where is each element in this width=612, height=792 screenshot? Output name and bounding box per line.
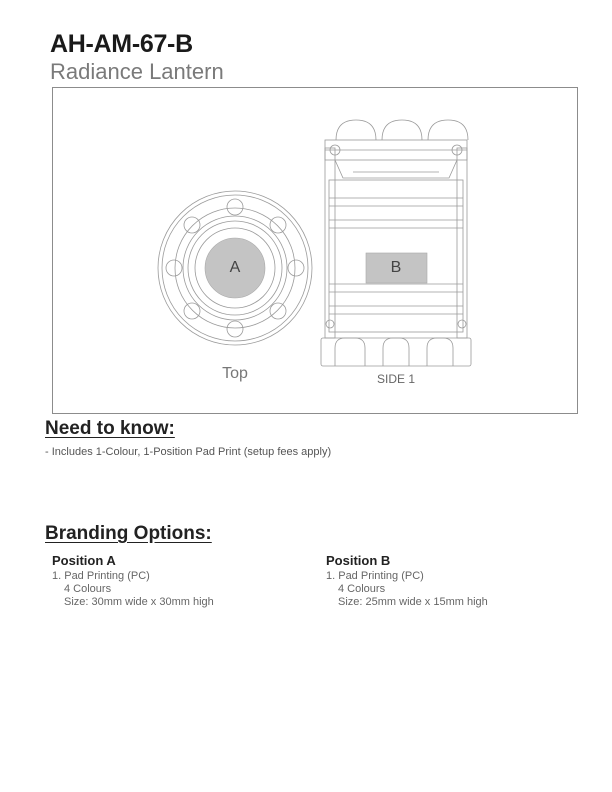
need-to-know-note: - Includes 1-Colour, 1-Position Pad Print (setup fees apply) bbox=[45, 446, 332, 458]
product-figure bbox=[52, 87, 578, 414]
position-a-size: Size: 30mm wide x 30mm high bbox=[64, 596, 214, 608]
need-to-know-heading: Need to know: bbox=[45, 418, 175, 439]
product-name: Radiance Lantern bbox=[50, 59, 224, 84]
print-area-a-label: A bbox=[229, 259, 241, 276]
position-b-block bbox=[326, 553, 488, 609]
side-base bbox=[321, 338, 471, 366]
print-area-b-label: B bbox=[390, 259, 402, 276]
position-a-colours: 4 Colours bbox=[64, 583, 112, 595]
position-b-title: Position B bbox=[326, 553, 391, 568]
position-a-method: 1. Pad Printing (PC) bbox=[52, 570, 150, 582]
position-a-block bbox=[52, 553, 214, 609]
view-top-label: Top bbox=[222, 365, 248, 382]
lantern-drawing bbox=[53, 88, 577, 413]
product-code: AH-AM-67-B bbox=[50, 30, 193, 58]
position-a-title: Position A bbox=[52, 553, 116, 568]
position-b-size: Size: 25mm wide x 15mm high bbox=[338, 596, 488, 608]
view-side-label: SIDE 1 bbox=[376, 372, 415, 386]
branding-options-heading: Branding Options: bbox=[45, 523, 212, 544]
position-b-method: 1. Pad Printing (PC) bbox=[326, 570, 424, 582]
position-b-colours: 4 Colours bbox=[338, 583, 386, 595]
